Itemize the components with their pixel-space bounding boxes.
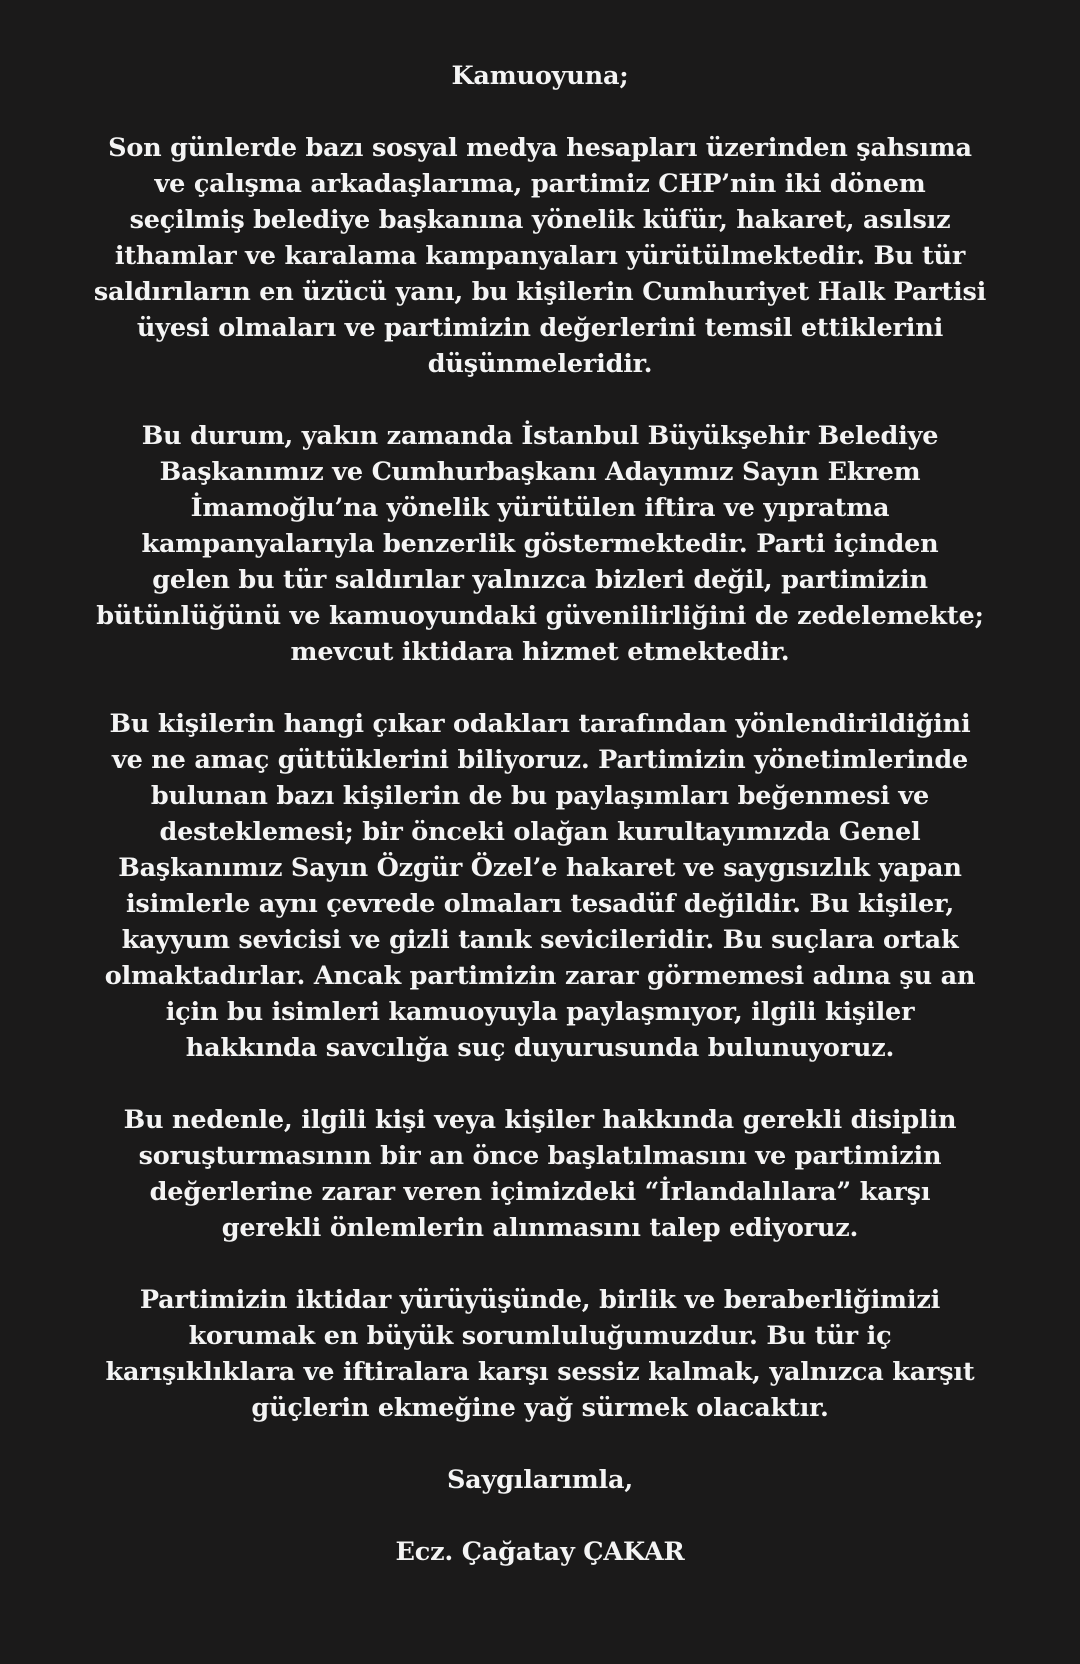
signature: Ecz. Çağatay ÇAKAR [395, 1537, 685, 1567]
paragraph-line: gelen bu tür saldırılar yalnızca bizleri değil, partimizin [152, 565, 928, 595]
paragraph-line: ithamlar ve karalama kampanyaları yürütülmektedir. Bu tür [114, 241, 966, 271]
closing: Saygılarımla, [446, 1465, 634, 1495]
paragraph-line: değerlerine zarar veren içimizdeki “İrlandalılara” karşı [149, 1177, 931, 1207]
paragraph-line: saldırıların en üzücü yanı, bu kişilerin Cumhuriyet Halk Partisi [93, 277, 987, 307]
paragraph-5 [56, 1282, 1024, 1426]
paragraph-3 [56, 706, 1024, 1066]
paragraph-line: kayyum sevicisi ve gizli tanık sevicileridir. Bu suçlara ortak [121, 925, 959, 955]
paragraph-line: isimlerle aynı çevrede olmaları tesadüf değildir. Bu kişiler, [125, 889, 955, 919]
paragraph-line: Bu durum, yakın zamanda İstanbul Büyükşehir Belediye [141, 421, 939, 451]
paragraph-line: ve çalışma arkadaşlarıma, partimiz CHP’nin iki dönem [154, 169, 926, 199]
greeting-block [56, 58, 1024, 94]
paragraph-line: üyesi olmaları ve partimizin değerlerini temsil ettiklerini [136, 313, 944, 343]
paragraph-line: güçlerin ekmeğine yağ sürmek olacaktır. [251, 1393, 829, 1423]
paragraph-line: kampanyalarıyla benzerlik göstermektedir. Parti içinden [141, 529, 939, 559]
paragraph-line: Başkanımız ve Cumhurbaşkanı Adayımız Sayın Ekrem [159, 457, 921, 487]
paragraph-line: desteklemesi; bir önceki olağan kurultayımızda Genel [159, 817, 921, 847]
paragraph-line: bulunan bazı kişilerin de bu paylaşımları beğenmesi ve [150, 781, 930, 811]
paragraph-line: olmaktadırlar. Ancak partimizin zarar görmemesi adına şu an [104, 961, 976, 991]
paragraph-line: İmamoğlu’na yönelik yürütülen iftira ve yıpratma [190, 493, 890, 523]
paragraph-line: karışıklıklara ve iftiralara karşı sessiz kalmak, yalnızca karşıt [105, 1357, 975, 1387]
paragraph-line: Bu nedenle, ilgili kişi veya kişiler hakkında gerekli disiplin [123, 1105, 957, 1135]
paragraph-line: gerekli önlemlerin alınmasını talep ediyoruz. [221, 1213, 859, 1243]
paragraph-line: hakkında savcılığa suç duyurusunda bulunuyoruz. [185, 1033, 895, 1063]
greeting: Kamuoyuna; [451, 61, 629, 91]
paragraph-line: korumak en büyük sorumluluğumuzdur. Bu tür iç [188, 1321, 892, 1351]
paragraph-line: Başkanımız Sayın Özgür Özel’e hakaret ve saygısızlık yapan [118, 853, 962, 883]
paragraph-2 [56, 418, 1024, 670]
paragraph-line: soruşturmasının bir an önce başlatılmasını ve partimizin [138, 1141, 942, 1171]
paragraph-line: ve ne amaç güttüklerini biliyoruz. Partimizin yönetimlerinde [111, 745, 969, 775]
paragraph-line: Bu kişilerin hangi çıkar odakları tarafından yönlendirildiğini [109, 709, 971, 739]
paragraph-4 [56, 1102, 1024, 1246]
paragraph-line: için bu isimleri kamuoyuyla paylaşmıyor, ilgili kişiler [165, 997, 915, 1027]
paragraph-line: düşünmeleridir. [427, 349, 653, 379]
paragraph-line: bütünlüğünü ve kamuoyundaki güvenilirliğini de zedelemekte; [96, 601, 984, 631]
paragraph-line: Son günlerde bazı sosyal medya hesapları üzerinden şahsıma [108, 133, 972, 163]
statement-text [56, 58, 1024, 1606]
paragraph-1 [56, 130, 1024, 382]
signature-block [56, 1534, 1024, 1570]
paragraph-line: seçilmiş belediye başkanına yönelik küfür, hakaret, asılsız [129, 205, 951, 235]
paragraph-line: mevcut iktidara hizmet etmektedir. [290, 637, 790, 667]
paragraph-line: Partimizin iktidar yürüyüşünde, birlik ve beraberliğimizi [139, 1285, 941, 1315]
closing-block [56, 1462, 1024, 1498]
